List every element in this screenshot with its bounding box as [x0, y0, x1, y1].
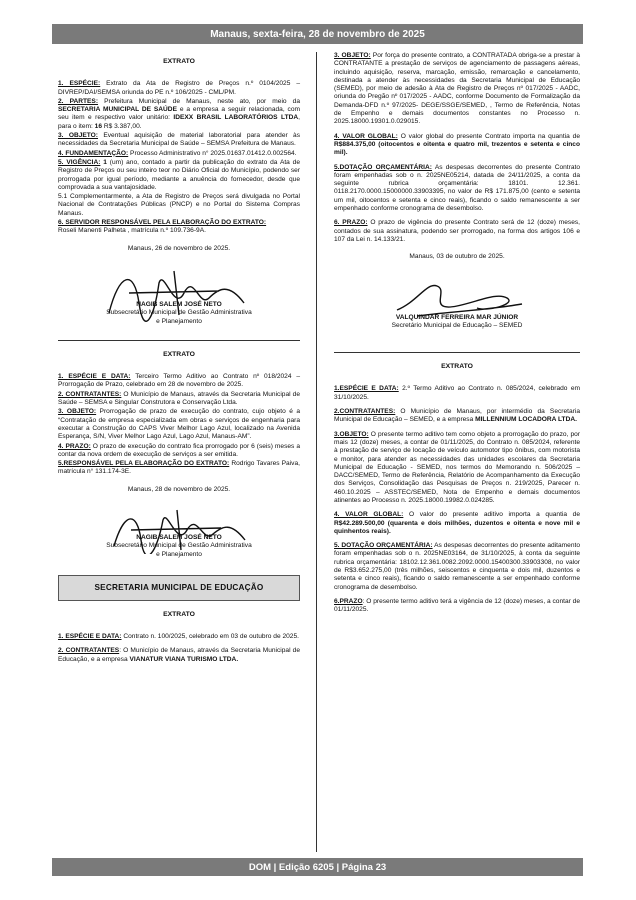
extract-item: 1. ESPÉCIE E DATA: Contrato n. 100/2025, celebrado em 03 de outubro de 2025. — [58, 633, 299, 641]
signature-text — [334, 314, 580, 331]
signer-role: Subsecretário Municipal de Gestão Administrativa — [106, 542, 252, 550]
extract-3 — [58, 611, 300, 664]
page-footer — [52, 858, 583, 876]
extract-item: 4. VALOR GLOBAL: O valor global do presente Contrato importa na quantia de R$884.375,00 (oitocentos e oitenta e quatro mil, trezentos e setenta e cinco mil). — [334, 132, 580, 157]
column-divider — [316, 52, 317, 852]
footer-text: DOM | Edição 6205 | Página 23 — [248, 861, 387, 873]
handwritten-signature — [357, 272, 557, 320]
extract-title: EXTRATO — [441, 363, 473, 371]
signature-text — [58, 534, 300, 559]
extract-item: 6.PRAZO: O presente termo aditivo terá a vigência de 12 (doze) meses, a contar de 01/11/2025. — [334, 597, 580, 614]
extract-item: 4. PRAZO: O prazo de execução do contrato fica prorrogado por 6 (seis) meses a contar da nova ordem de execução de serviços a ser emitida. — [58, 442, 300, 458]
extract-item: 3.OBJETO: O presente termo aditivo tem como objeto a prorrogação do prazo, por mais 12 (doze) meses, a contar de 01/11/2025, do Contrato n. 085/2024, referente à prestação de serviço de locação de veículo automotor tipo ônibus, com motorista e monitor, para atender as necessidades das unidades escolares da Secretaria Municipal de Educação - SEMED, nos termos do Memorando n. 506/2025 – DACC/SEMED, Termo de Referência, Relatório de Acompanhamento da Execução dos Serviços, Consolidação das Pesquisas de Preços n. 219/2025, Parecer n. 460.10.2025 – ASSTEC/SEMED, Nota de Empenho e demais documentos atinentes ao Processo n. 2025.18000.19982.0.024285. — [334, 430, 580, 504]
extract-4 — [334, 363, 580, 614]
signature-text — [58, 301, 300, 326]
extract-1 — [58, 58, 300, 326]
header-text: Manaus, sexta-feira, 28 de novembro de 2025 — [210, 28, 425, 40]
left-column — [58, 52, 300, 852]
signer-role: Subsecretário Municipal de Gestão Administrativa — [106, 309, 252, 317]
extract-date: Manaus, 28 de novembro de 2025. — [127, 485, 231, 493]
signer-name: VALQUINDAR FERREIRA MAR JÚNIOR — [395, 313, 519, 321]
section-heading — [58, 575, 300, 601]
extract-item: 3. OBJETO: Por força do presente contrato, a CONTRATADA obriga-se a prestar à CONTRATANTE a prestação de serviços de agenciamento de passagens aéreas, incluindo aquisição, reserva, marcação, emissão, remarcação e cancelamento, destinada a atender às necessidades da Secretaria Municipal de Educação (SEMED), por meio de adesão à Ata de Registro de Preços nº 017/2025 - AADC, oriunda do Pregão nº 017/2025 - AADC, conforme Documento de Formalização da Demanda-DFD n.º 97/2025- DEGE/SSGE/SEMED, , Termo de Referência, Notas de Empenho e demais documentos constantes no Processo n. 2025.18000.19301.0.029015. — [334, 52, 580, 126]
extract-title: EXTRATO — [163, 350, 195, 358]
extract-item: 5.RESPONSÁVEL PELA ELABORAÇÃO DO EXTRATO: Rodrigo Tavares Paiva, matrícula n° 131.174-3E. — [58, 460, 300, 476]
right-column — [334, 52, 580, 852]
extract-3-continued — [334, 52, 580, 330]
extract-item: 2. PARTES: Prefeitura Municipal de Manaus, neste ato, por meio da SECRETARIA MUNICIPAL DE SAÚDE e a empresa a seguir relacionada, com seu item e respectivo valor unitário: IDEXX BRASIL LABORATÓRIOS LTDA, para o item: 16 R$ 3.387,00. — [58, 97, 301, 130]
extract-item: 5. VIGÊNCIA: 1 (um) ano, contado a partir da publicação do extrato da Ata de Registro de Preços ou seu inteiro teor no Diário Oficial do Município, podendo ser prorrogada por igual período, mediante a anuência do fornecedor, desde que comprovada a sua vantajosidade. — [58, 158, 301, 191]
extract-item: 6. PRAZO: O prazo de vigência do presente Contrato será de 12 (doze) meses, contados de sua assinatura, podendo ser prorrogado, na forma dos artigos 106 e 107 da Lei n. 14.133/21. — [334, 219, 581, 243]
extract-date: Manaus, 03 de outubro de 2025. — [409, 253, 505, 261]
extract-title: EXTRATO — [163, 610, 195, 618]
extract-item: 2. CONTRATANTES: O Município de Manaus, através da Secretaria Municipal de Saúde – SEMSA e Singular Construtora e Conservação Ltda. — [58, 390, 300, 407]
extract-item: 3. OBJETO: Prorrogação de prazo de execução do contrato, cujo objeto é a “Contratação de empresa especializada em obras e serviços de engenharia para executar a Construção do CAPS Viver Melhor Lago Azul, localizado na Avenida Esperança, S/N, Viver Melhor Lago Azul, Lago Azul, Manaus-AM”. — [58, 408, 300, 441]
extract-item: 5.1 Complementarmente, a Ata de Registro de Preços será divulgada no Portal Nacional de Contratações Públicas (PNCP) e no Portal do Sistema Compras Manaus. — [58, 193, 300, 217]
extract-title: EXTRATO — [163, 58, 195, 65]
extract-item: 4. VALOR GLOBAL: O valor do presente aditivo importa a quantia de R$42.289.500,00 (quarenta e dois milhões, duzentos e oitenta e nove mil e quinhentos reais). — [334, 511, 580, 535]
extract-item: 2. CONTRATANTES: O Município de Manaus, através da Secretaria Municipal de Educação, e a empresa VIANATUR VIANA TURISMO LTDA. — [58, 647, 300, 663]
signature-block — [357, 272, 557, 320]
extract-item: 6. SERVIDOR RESPONSÁVEL PELA ELABORAÇÃO DO EXTRATO: Roseli Manenti Palheta , matrícula n.º 109.736-9A. — [58, 219, 267, 235]
extract-item: 5.DOTAÇÃO ORÇAMENTÁRIA: As despesas decorrentes do presente Contrato foram empenhadas sob o n. 2025NE05214, datada de 24/11/2025, a conta da seguinte rubrica orçamentária: 18101. 12.361. 0118.2170.0000.15000000.33903395, no valor de R$ 171.875,00 (cento e setenta um mil, oitocentos e setenta e cinco reais), ficando o saldo remanescente a ser empenhado conforme cronograma de desembolso. — [334, 163, 580, 213]
signer-name: NAGIB SALEM JOSÉ NETO — [136, 300, 222, 308]
signer-role: Secretário Municipal de Educação – SEMED — [391, 321, 523, 329]
extract-date: Manaus, 26 de novembro de 2025. — [127, 244, 231, 252]
extract-item: 1. ESPÉCIE: Extrato da Ata de Registro de Preços n.º 0104/2025 – DIVREP/DAI/SEMSA oriunda do PE n.º 106/2025 - CML/PM. — [58, 80, 300, 96]
section-title: SECRETARIA MUNICIPAL DE EDUCAÇÃO — [94, 582, 264, 592]
extract-item: 1.ESPÉCIE E DATA: 2.º Termo Aditivo ao Contrato n. 085/2024, celebrado em 31/10/2025. — [334, 385, 580, 401]
signer-role: e Planejamento — [156, 550, 202, 558]
page-header — [52, 24, 583, 44]
extract-item: 4. FUNDAMENTAÇÃO: Processo Administrativo n° 2025.01637.01412.0.002564. — [58, 149, 297, 157]
extract-item: 5. DOTAÇÃO ORÇAMENTÁRIA: As despesas decorrentes do presente aditamento foram empenhadas sob o n. 2025NE03164, de 31/10/2025, à conta da seguinte rubrica orçamentária: 18102.12.361.0082.2092.0000.15400300.33903308, no valor de R$3.652.275,00 (três milhões, seiscentos e cinquenta e dois mil, duzentos e setenta e cinco reais), ficando o saldo remanescente a ser empenhado conforme cronograma de desembolso. — [334, 542, 580, 591]
signer-role: e Planejamento — [156, 317, 202, 325]
section-separator — [334, 352, 580, 353]
section-separator — [58, 340, 300, 341]
extract-item: 3. OBJETO: Eventual aquisição de material laboratorial para atender às necessidades da Secretaria Municipal de Saúde – SEMSA Prefeitura de Manaus. — [58, 132, 300, 148]
extract-2 — [58, 351, 300, 559]
extract-item: 2.CONTRATANTES: O Município de Manaus, por intermédio da Secretaria Municipal de Educação – SEMED, e a empresa MILLENNIUM LOCADORA LTDA. — [334, 408, 580, 424]
signer-name: NAGIB SALEM JOSÉ NETO — [136, 533, 222, 541]
extract-item: 1. ESPÉCIE E DATA: Terceiro Termo Aditivo ao Contrato nº 018/2024 – Prorrogação de Prazo, celebrado em 28 de novembro de 2025. — [58, 373, 300, 389]
